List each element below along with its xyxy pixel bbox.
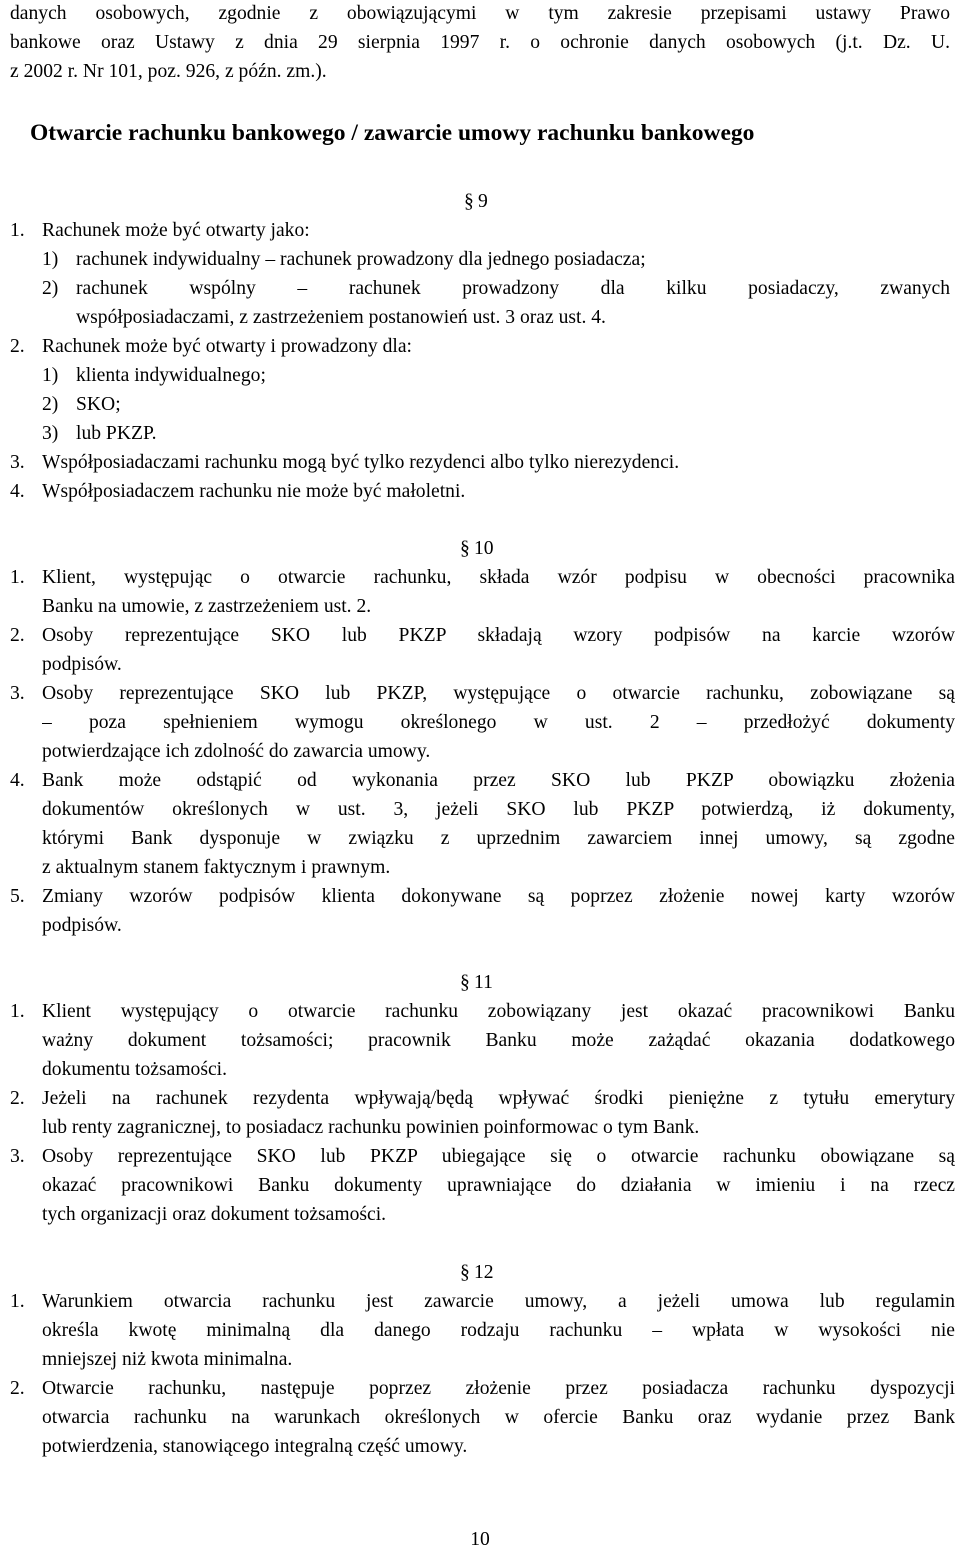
paragraph-text: potwierdzenia, stanowiącego integralną część umowy. [42, 1436, 468, 1457]
paragraph-text: z aktualnym stanem faktycznym i prawnym. [42, 857, 391, 878]
paragraph-text: Klient, występując o otwarcie rachunku, składa wzór podpisu w obecności pracownika [42, 567, 955, 588]
item-number: 3) [42, 423, 59, 444]
paragraph-text: Bank może odstąpić od wykonania przez SKO lub PKZP obowiązku złożenia [42, 770, 955, 791]
paragraph-text: Klient występujący o otwarcie rachunku zobowiązany jest okazać pracownikowi Banku [42, 1001, 955, 1022]
intro-line: bankowe oraz Ustawy z dnia 29 sierpnia 1997 r. o ochronie danych osobowych (j.t. Dz. U. [10, 32, 950, 53]
item-text: rachunek wspólny – rachunek prowadzony dla kilku posiadaczy, zwanych [76, 278, 950, 299]
paragraph-text: Osoby reprezentujące SKO lub PKZP składają wzory podpisów na karcie wzorów [42, 625, 955, 646]
paragraph-number: 5. [10, 886, 25, 907]
section-sign: § [460, 972, 470, 993]
section-number-10 [460, 535, 494, 564]
paragraph-text: dokumentu tożsamości. [42, 1059, 228, 1080]
paragraph-text: podpisów. [42, 654, 122, 675]
paragraph-text: Osoby reprezentujące SKO lub PKZP ubiegające się o otwarcie rachunku obowiązane są [42, 1146, 955, 1167]
paragraph-number: 1. [10, 1001, 25, 1022]
paragraph-number: 4. [10, 481, 25, 502]
item-text: współposiadaczami, z zastrzeżeniem postanowień ust. 3 oraz ust. 4. [76, 307, 606, 328]
paragraph-number: 2. [10, 336, 25, 357]
page-number: 10 [470, 1529, 490, 1550]
section-sign: § [464, 191, 474, 212]
paragraph-text: Jeżeli na rachunek rezydenta wpływają/będą wpływać środki pieniężne z tytułu emerytury [42, 1088, 955, 1109]
paragraph-number: 1. [10, 1291, 25, 1312]
paragraph-text: którymi Bank dysponuje w związku z uprzednim zawarciem innej umowy, są zgodne [42, 828, 955, 849]
paragraph-text: określa kwotę minimalną dla danego rodzaju rachunku – wpłata w wysokości nie [42, 1320, 955, 1341]
item-text: SKO; [76, 394, 121, 415]
section-sign: § [460, 1262, 470, 1283]
paragraph-text: mniejszej niż kwota minimalna. [42, 1349, 293, 1370]
paragraph-text: Otwarcie rachunku, następuje poprzez złożenie przez posiadacza rachunku dyspozycji [42, 1378, 955, 1399]
paragraph-text: – poza spełnieniem wymogu określonego w ust. 2 – przedłożyć dokumenty [42, 712, 955, 733]
paragraph-number: 2. [10, 625, 25, 646]
paragraph-number: 3. [10, 452, 25, 473]
paragraph-text: dokumentów określonych w ust. 3, jeżeli SKO lub PKZP potwierdzą, iż dokumenty, [42, 799, 955, 820]
paragraph-number: 3. [10, 1146, 25, 1167]
paragraph-text: Współposiadaczem rachunku nie może być małoletni. [42, 481, 466, 502]
section-number-9 [464, 188, 488, 217]
paragraph-number: 1. [10, 567, 25, 588]
paragraph-text: Warunkiem otwarcia rachunku jest zawarcie umowy, a jeżeli umowa lub regulamin [42, 1291, 955, 1312]
item-number: 2) [42, 278, 59, 299]
paragraph-text: Współposiadaczami rachunku mogą być tylko rezydenci albo tylko nierezydenci. [42, 452, 680, 473]
paragraph-number: 2. [10, 1378, 25, 1399]
item-number: 2) [42, 394, 59, 415]
section-number-11 [460, 969, 493, 998]
section-number-12 [460, 1259, 494, 1288]
intro-line: danych osobowych, zgodnie z obowiązującymi w tym zakresie przepisami ustawy Prawo [10, 3, 950, 24]
intro-line: z 2002 r. Nr 101, poz. 926, z późn. zm.). [10, 61, 327, 82]
paragraph-text: Rachunek może być otwarty jako: [42, 220, 310, 241]
item-text: klienta indywidualnego; [76, 365, 266, 386]
paragraph-text: Osoby reprezentujące SKO lub PKZP, występujące o otwarcie rachunku, zobowiązane są [42, 683, 955, 704]
section-number: 11 [474, 972, 493, 993]
item-text: rachunek indywidualny – rachunek prowadzony dla jednego posiadacza; [76, 249, 646, 270]
paragraph-text: ważny dokument tożsamości; pracownik Banku może zażądać okazania dodatkowego [42, 1030, 955, 1051]
item-number: 1) [42, 249, 59, 270]
section-number: 12 [474, 1262, 494, 1283]
paragraph-number: 1. [10, 220, 25, 241]
paragraph-number: 3. [10, 683, 25, 704]
paragraph-text: okazać pracownikowi Banku dokumenty uprawniające do działania w imieniu i na rzecz [42, 1175, 955, 1196]
paragraph-number: 2. [10, 1088, 25, 1109]
section-heading: Otwarcie rachunku bankowego / zawarcie umowy rachunku bankowego [30, 120, 755, 146]
paragraph-text: Banku na umowie, z zastrzeżeniem ust. 2. [42, 596, 372, 617]
paragraph-number: 4. [10, 770, 25, 791]
paragraph-text: Rachunek może być otwarty i prowadzony dla: [42, 336, 412, 357]
paragraph-text: lub renty zagranicznej, to posiadacz rachunku powinien poinformowac o tym Bank. [42, 1117, 700, 1138]
paragraph-text: potwierdzające ich zdolność do zawarcia umowy. [42, 741, 431, 762]
item-number: 1) [42, 365, 59, 386]
paragraph-text: otwarcia rachunku na warunkach określonych w ofercie Banku oraz wydanie przez Bank [42, 1407, 955, 1428]
section-sign: § [460, 538, 470, 559]
section-number: 10 [474, 538, 494, 559]
section-number: 9 [478, 191, 488, 212]
paragraph-text: podpisów. [42, 915, 122, 936]
paragraph-text: Zmiany wzorów podpisów klienta dokonywane są poprzez złożenie nowej karty wzorów [42, 886, 955, 907]
paragraph-text: tych organizacji oraz dokument tożsamości. [42, 1204, 387, 1225]
item-text: lub PKZP. [76, 423, 157, 444]
